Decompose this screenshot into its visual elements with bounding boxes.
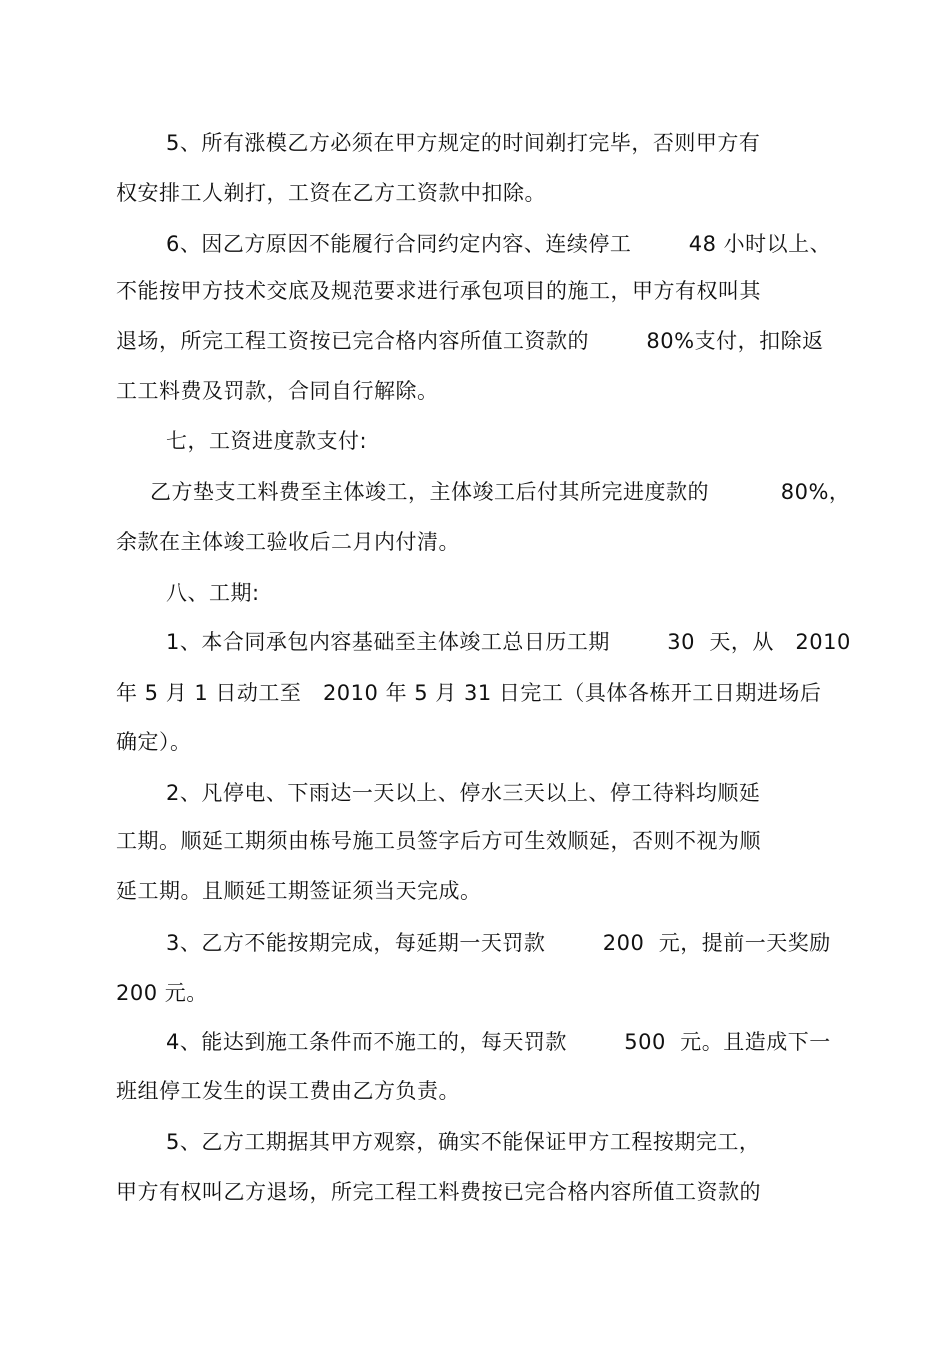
section-8-heading: 八、工期: <box>166 581 260 605</box>
period-3-line-1: 3、乙方不能按期完成，每延期一天罚款 200 元，提前一天奖励 <box>166 931 831 955</box>
clause-6-line-2: 不能按甲方技术交底及规范要求进行承包项目的施工，甲方有权叫其 <box>116 279 761 303</box>
period-4-line-1: 4、能达到施工条件而不施工的，每天罚款 500 元。且造成下一 <box>166 1030 831 1054</box>
section-7-line-2: 余款在主体竣工验收后二月内付清。 <box>116 530 460 554</box>
period-1-line-1: 1、本合同承包内容基础至主体竣工总日历工期 30 天，从 2010 <box>166 630 851 654</box>
period-1-line-3: 确定）。 <box>116 730 192 754</box>
section-7-heading: 七，工资进度款支付: <box>166 429 368 453</box>
clause-5-line-1: 5、所有涨模乙方必须在甲方规定的时间剃打完毕，否则甲方有 <box>166 131 761 155</box>
section-7-line-1: 乙方垫支工料费至主体竣工，主体竣工后付其所完进度款的 80%， <box>150 480 851 504</box>
clause-6-line-1: 6、因乙方原因不能履行合同约定内容、连续停工 48 小时以上、 <box>166 232 832 256</box>
period-2-line-3: 延工期。且顺延工期签证须当天完成。 <box>116 879 482 903</box>
clause-6-line-3: 退场，所完工程工资按已完合格内容所值工资款的 80%支付，扣除返 <box>116 329 824 353</box>
period-4-line-2: 班组停工发生的误工费由乙方负责。 <box>116 1079 460 1103</box>
period-5-line-1: 5、乙方工期据其甲方观察，确实不能保证甲方工程按期完工， <box>166 1130 761 1154</box>
period-2-line-2: 工期。顺延工期须由栋号施工员签字后方可生效顺延，否则不视为顺 <box>116 829 761 853</box>
period-1-line-2: 年 5 月 1 日动工至 2010 年 5 月 31 日完工（具体各栋开工日期进场后 <box>116 681 822 705</box>
clause-5-line-2: 权安排工人剃打，工资在乙方工资款中扣除。 <box>116 181 546 205</box>
period-2-line-1: 2、凡停电、下雨达一天以上、停水三天以上、停工待料均顺延 <box>166 781 761 805</box>
clause-6-line-4: 工工料费及罚款，合同自行解除。 <box>116 379 439 403</box>
period-3-line-2: 200 元。 <box>116 981 208 1005</box>
period-5-line-2: 甲方有权叫乙方退场，所完工程工料费按已完合格内容所值工资款的 <box>116 1180 761 1204</box>
